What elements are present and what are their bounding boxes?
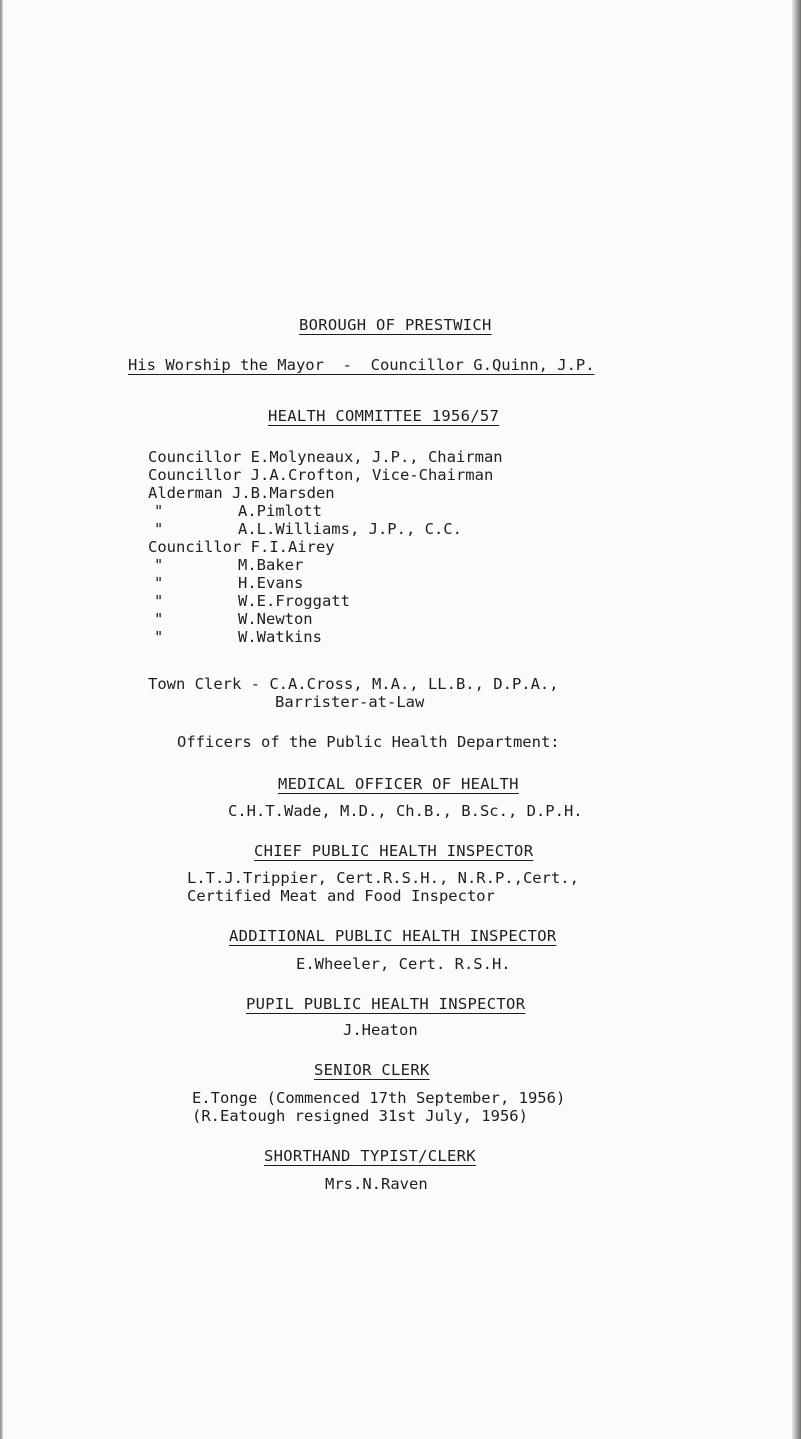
committee-member: " M.Baker <box>154 556 304 574</box>
officer-title-additional-inspector: ADDITIONAL PUBLIC HEALTH INSPECTOR <box>229 927 557 945</box>
officer-title-pupil-inspector: PUPIL PUBLIC HEALTH INSPECTOR <box>246 995 526 1013</box>
committee-member: Alderman J.B.Marsden <box>148 484 335 502</box>
committee-member: Councillor J.A.Crofton, Vice-Chairman <box>148 466 494 484</box>
committee-member: " A.L.Williams, J.P., C.C. <box>154 520 462 538</box>
committee-member: Councillor E.Molyneaux, J.P., Chairman <box>148 448 503 466</box>
committee-member: " W.E.Froggatt <box>154 592 350 610</box>
mayor-line: His Worship the Mayor - Councillor G.Quinn, J.P. <box>128 356 595 374</box>
borough-title: BOROUGH OF PRESTWICH <box>299 316 492 334</box>
officer-title-chief-inspector: CHIEF PUBLIC HEALTH INSPECTOR <box>254 842 534 860</box>
town-clerk-qualification: Barrister-at-Law <box>275 693 425 711</box>
town-clerk-line: Town Clerk - C.A.Cross, M.A., LL.B., D.P.A., <box>148 675 559 693</box>
officer-name-medical: C.H.T.Wade, M.D., Ch.B., B.Sc., D.P.H. <box>228 802 583 820</box>
committee-member: " A.Pimlott <box>154 502 322 520</box>
page-edge-right <box>792 0 801 1439</box>
committee-title: HEALTH COMMITTEE 1956/57 <box>268 407 500 425</box>
officer-name-typist: Mrs.N.Raven <box>325 1175 428 1193</box>
officer-name-senior-clerk: E.Tonge (Commenced 17th September, 1956) <box>192 1089 566 1107</box>
officer-name-additional-inspector: E.Wheeler, Cert. R.S.H. <box>296 955 511 973</box>
officer-title-senior-clerk: SENIOR CLERK <box>314 1061 430 1079</box>
committee-member: " W.Newton <box>154 610 313 628</box>
committee-members-list <box>148 448 708 648</box>
officer-name-chief-inspector: L.T.J.Trippier, Cert.R.S.H., N.R.P.,Cert., <box>187 869 579 887</box>
committee-member: " W.Watkins <box>154 628 322 646</box>
officer-note-senior-clerk: (R.Eatough resigned 31st July, 1956) <box>192 1107 528 1125</box>
officer-name-pupil-inspector: J.Heaton <box>343 1021 418 1039</box>
committee-member: Councillor F.I.Airey <box>148 538 335 556</box>
officer-qualification-chief-inspector: Certified Meat and Food Inspector <box>187 887 495 905</box>
officer-title-typist: SHORTHAND TYPIST/CLERK <box>264 1147 476 1165</box>
officer-title-medical: MEDICAL OFFICER OF HEALTH <box>278 775 519 793</box>
page-edge-left <box>0 0 3 1439</box>
officers-heading: Officers of the Public Health Department: <box>177 733 560 751</box>
committee-member: " H.Evans <box>154 574 304 592</box>
